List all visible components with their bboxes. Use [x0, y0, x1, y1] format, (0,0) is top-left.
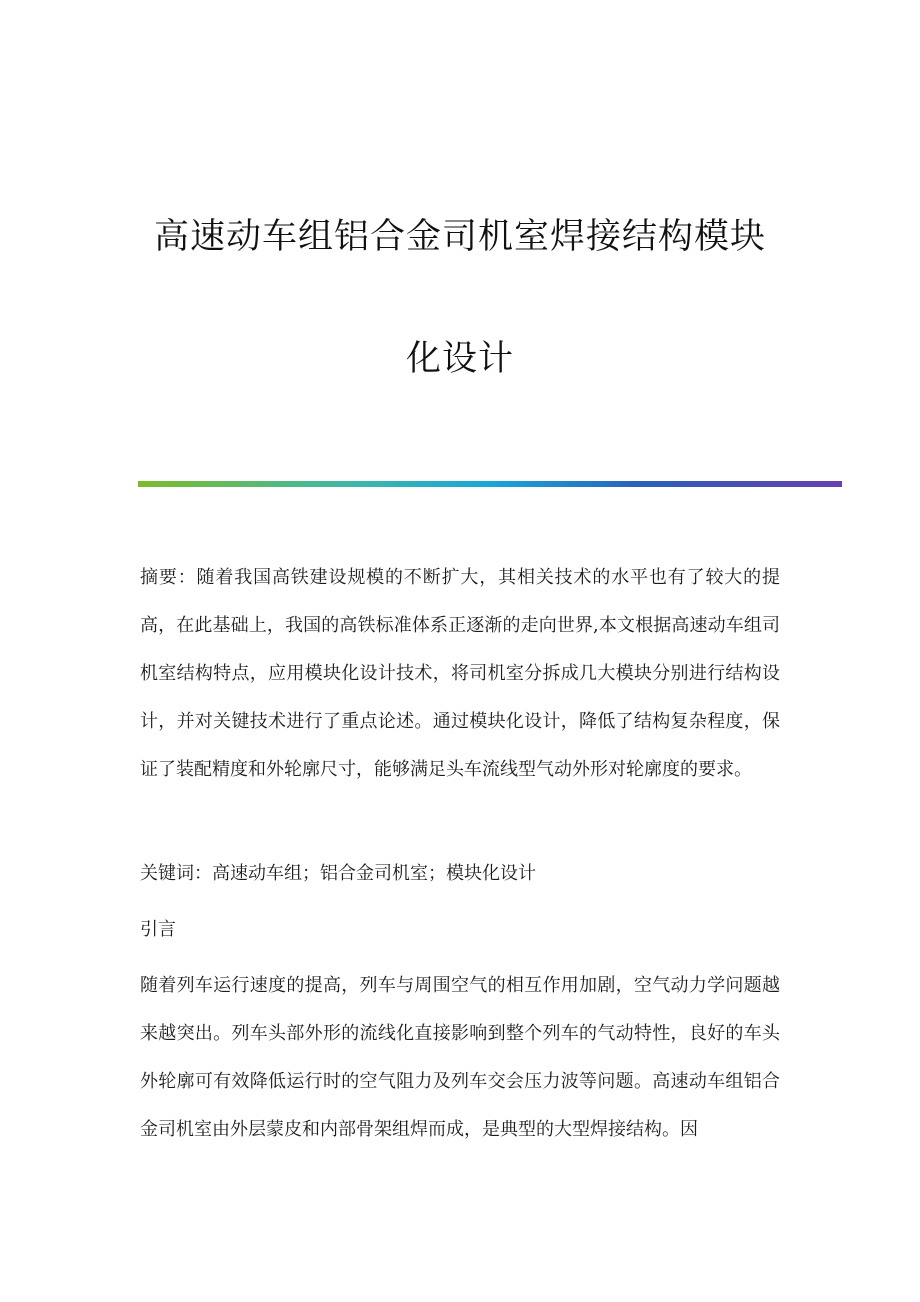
keywords-label: 关键词：	[140, 863, 212, 884]
introduction-heading: 引言	[140, 919, 176, 940]
document-title-line-2: 化设计	[405, 339, 514, 380]
keywords-paragraph	[140, 850, 780, 898]
abstract-label: 摘要：	[140, 567, 197, 588]
document-title-line-1: 高速动车组铝合金司机室焊接结构模块	[153, 217, 766, 258]
abstract-paragraph	[140, 554, 780, 794]
keywords-text: 高速动车组；铝合金司机室；模块化设计	[212, 863, 536, 884]
introduction-paragraph: 随着列车运行速度的提高，列车与周围空气的相互作用加剧，空气动力学问题越来越突出。列车头部外形的流线化直接影响到整个列车的气动特性，良好的车头外轮廓可有效降低运行时的空气阻力及列车交会压力波等问题。高速动车组铝合金司机室由外层蒙皮和内部骨架组焊而成，是典型的大型焊接结构。因	[140, 975, 780, 1140]
title-divider	[138, 481, 842, 487]
abstract-text: 随着我国高铁建设规模的不断扩大，其相关技术的水平也有了较大的提高，在此基础上，我国的高铁标准体系正逐渐的走向世界,本文根据高速动车组司机室结构特点，应用模块化设计技术，将司机室分拆成几大模块分别进行结构设计，并对关键技术进行了重点论述。通过模块化设计，降低了结构复杂程度，保证了装配精度和外轮廓尺寸，能够满足头车流线型气动外形对轮廓度的要求。	[140, 567, 780, 780]
